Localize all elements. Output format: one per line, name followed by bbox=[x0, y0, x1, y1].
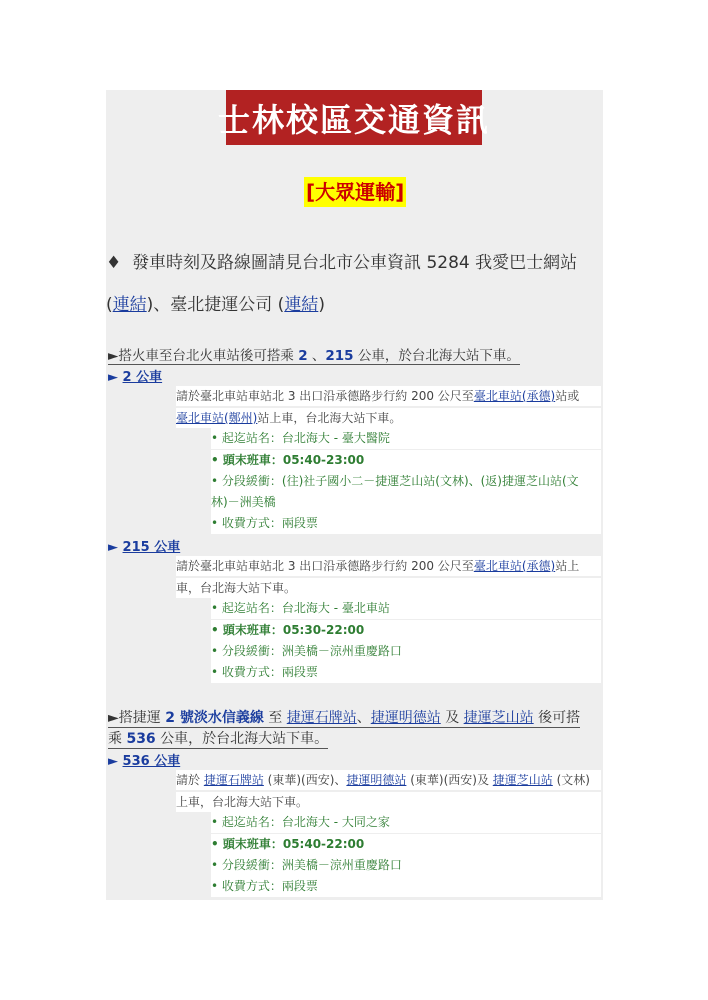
zhishan-stop-link[interactable]: 捷運芝山站 bbox=[492, 773, 553, 787]
stop-link-zhengzhou[interactable]: 臺北車站(鄭州) bbox=[176, 411, 258, 425]
intro-line-1 bbox=[106, 248, 603, 273]
route-2-segment-1: • 分段緩衝：(往)社子國小二－捷運芝山站(文林)、(返)捷運芝山站(文 bbox=[211, 471, 601, 492]
section-subtitle: [大眾運輸] bbox=[304, 177, 406, 207]
section-metro-header-1 bbox=[108, 707, 580, 728]
section-metro-header-2 bbox=[108, 728, 328, 749]
route-536-fare: • 收費方式：兩段票 bbox=[211, 876, 601, 897]
intro-end: ) bbox=[318, 295, 325, 315]
route-536-time: • 頭末班車：05:40-22:00 bbox=[211, 834, 601, 855]
shipai-station-link[interactable]: 捷運石牌站 bbox=[286, 710, 357, 726]
page-title-text: 士林校區交通資訊 bbox=[218, 100, 491, 139]
route-2-segment-2: 林)－洲美橋 bbox=[211, 492, 601, 513]
route-2-desc-1 bbox=[176, 386, 601, 406]
sec2-text: 至 bbox=[263, 710, 287, 726]
sec1-sep: 、 bbox=[307, 348, 326, 364]
route-2-header bbox=[108, 366, 162, 385]
arrow-icon: ► bbox=[108, 754, 118, 769]
route-215-link[interactable]: 215 公車 bbox=[122, 540, 181, 555]
route-2-start: • 起迄站名：台北海大 - 臺大醫院 bbox=[211, 428, 601, 449]
sec2-route-536: 536 bbox=[126, 731, 156, 747]
route-215-desc-1 bbox=[176, 556, 601, 576]
sec1-route-2: 2 bbox=[298, 348, 308, 364]
sec2-text: 乘 bbox=[108, 731, 127, 747]
route-2-time: • 頭末班車：05:40-23:00 bbox=[211, 450, 601, 471]
route-215-start: • 起迄站名：台北海大 - 臺北車站 bbox=[211, 598, 601, 619]
metro-link[interactable]: 連結 bbox=[284, 295, 319, 315]
mingde-stop-link[interactable]: 捷運明德站 bbox=[346, 773, 407, 787]
sec2-text: 公車，於台北海大站下車。 bbox=[155, 731, 329, 747]
desc-text: 請於 bbox=[176, 773, 204, 787]
sec1-route-215: 215 bbox=[325, 348, 354, 364]
route-536-desc-2: 上車，台北海大站下車。 bbox=[176, 792, 601, 812]
intro-text-1: 發車時刻及路線圖請見台北市公車資訊 5284 我愛巴士網站 bbox=[132, 253, 578, 273]
desc-text: 站或 bbox=[555, 389, 580, 403]
metro-line-name: 2 號淡水信義線 bbox=[165, 710, 264, 726]
sec2-text: 及 bbox=[440, 710, 464, 726]
mingde-station-link[interactable]: 捷運明德站 bbox=[370, 710, 441, 726]
desc-text: 站上 bbox=[555, 559, 580, 573]
desc-text: 請於臺北車站車站北 3 出口沿承德路步行約 200 公尺至 bbox=[176, 559, 474, 573]
document-page bbox=[106, 90, 603, 900]
route-215-segment: • 分段緩衝：洲美橋－涼州重慶路口 bbox=[211, 641, 601, 662]
route-2-desc-2 bbox=[176, 408, 601, 428]
intro-line-2 bbox=[106, 290, 603, 315]
sec1-pre: ►搭火車至台北火車站後可搭乘 bbox=[108, 348, 299, 364]
route-536-segment: • 分段緩衝：洲美橋－涼州重慶路口 bbox=[211, 855, 601, 876]
route-215-header bbox=[108, 536, 180, 555]
desc-text: 請於臺北車站車站北 3 出口沿承德路步行約 200 公尺至 bbox=[176, 389, 474, 403]
intro-mid: )、臺北捷運公司 ( bbox=[146, 295, 285, 315]
route-215-time: • 頭末班車：05:30-22:00 bbox=[211, 620, 601, 641]
zhishan-station-link[interactable]: 捷運芝山站 bbox=[463, 710, 534, 726]
stop-link-chengde[interactable]: 臺北車站(承德) bbox=[473, 389, 556, 403]
route-536-header bbox=[108, 750, 180, 769]
sec2-text: 後可搭 bbox=[533, 710, 581, 726]
intro-paren: ( bbox=[106, 295, 113, 315]
diamond-icon: ♦ bbox=[106, 253, 122, 273]
route-536-start: • 起迄站名：台北海大 - 大同之家 bbox=[211, 812, 601, 833]
route-2-fare: • 收費方式：兩段票 bbox=[211, 513, 601, 534]
arrow-icon: ► bbox=[108, 540, 118, 555]
route-2-link[interactable]: 2 公車 bbox=[122, 370, 163, 385]
page-title bbox=[218, 90, 491, 145]
sec1-post: 公車，於台北海大站下車。 bbox=[353, 348, 520, 364]
route-536-desc-1 bbox=[176, 770, 601, 790]
desc-text: (文林) bbox=[552, 773, 590, 787]
desc-text: (東華)(西安)、 bbox=[263, 773, 347, 787]
desc-text: 站上車，台北海大站下車。 bbox=[257, 411, 402, 425]
arrow-icon: ► bbox=[108, 370, 118, 385]
sec2-pre: ►搭捷運 bbox=[108, 710, 166, 726]
route-215-fare: • 收費方式：兩段票 bbox=[211, 662, 601, 683]
shipai-stop-link[interactable]: 捷運石牌站 bbox=[203, 773, 264, 787]
route-536-link[interactable]: 536 公車 bbox=[122, 754, 181, 769]
sec2-text: 、 bbox=[356, 710, 371, 726]
desc-text: (東華)(西安)及 bbox=[406, 773, 493, 787]
bus-info-link[interactable]: 連結 bbox=[112, 295, 147, 315]
section-train-header bbox=[108, 344, 520, 365]
stop-link-chengde[interactable]: 臺北車站(承德) bbox=[473, 559, 556, 573]
route-215-desc-2: 車，台北海大站下車。 bbox=[176, 578, 601, 598]
